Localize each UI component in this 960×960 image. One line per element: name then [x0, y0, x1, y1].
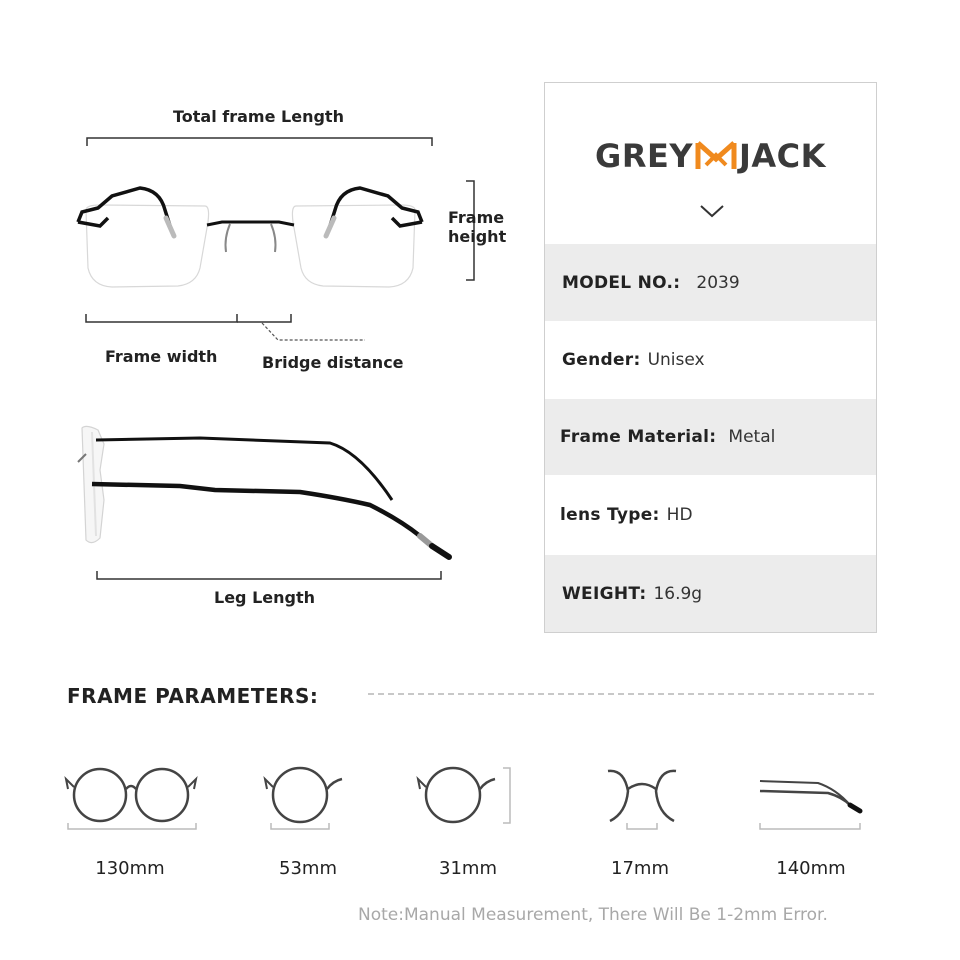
spec-key: lens Type: — [560, 505, 660, 525]
spec-key: MODEL NO.: — [562, 272, 681, 293]
frame-height-label-line2: height — [448, 227, 507, 246]
section-divider — [368, 693, 874, 695]
spec-key: Gender: — [562, 350, 641, 370]
frame-width-label: Frame width — [105, 347, 218, 366]
spec-value: Unisex — [647, 350, 705, 370]
bridge-glasses-icon — [606, 765, 681, 837]
spec-key: Frame Material: — [560, 427, 717, 447]
spec-card — [544, 82, 877, 633]
spec-value: 16.9g — [653, 583, 703, 604]
bridge-distance-label: Bridge distance — [262, 353, 404, 372]
param-temple-length-value: 140mm — [776, 858, 846, 879]
side-glasses-illustration — [0, 0, 540, 620]
param-lens-width-value: 53mm — [279, 858, 337, 879]
brand-name-right: JACK — [738, 137, 826, 175]
spec-row-material — [545, 399, 876, 475]
brand-logo — [545, 135, 876, 175]
temple-length-glasses-icon — [758, 765, 868, 837]
param-total-length-value: 130mm — [95, 858, 165, 879]
leg-length-label: Leg Length — [214, 588, 315, 607]
spec-row-lens — [545, 475, 876, 555]
param-bridge-value: 17mm — [611, 858, 669, 879]
total-length-label: Total frame Length — [173, 107, 344, 126]
spec-row-gender — [545, 321, 876, 399]
spec-value: HD — [666, 505, 693, 525]
total-length-glasses-icon — [62, 765, 202, 837]
spec-row-model — [545, 244, 876, 321]
chevron-down-icon — [699, 203, 725, 219]
frame-parameters-title: FRAME PARAMETERS: — [67, 684, 319, 708]
lens-width-glasses-icon — [262, 765, 352, 837]
spec-key: WEIGHT: — [562, 583, 647, 604]
measurement-note: Note:Manual Measurement, There Will Be 1-2mm Error. — [358, 905, 828, 925]
frame-height-label-line1: Frame — [448, 208, 505, 227]
brand-name-left: GREY — [595, 137, 693, 175]
spec-row-weight — [545, 555, 876, 632]
spec-value: Metal — [728, 427, 776, 447]
spec-value: 2039 — [696, 272, 740, 293]
brand-mark-icon — [695, 141, 737, 171]
param-lens-height-value: 31mm — [439, 858, 497, 879]
lens-height-glasses-icon — [413, 765, 518, 837]
